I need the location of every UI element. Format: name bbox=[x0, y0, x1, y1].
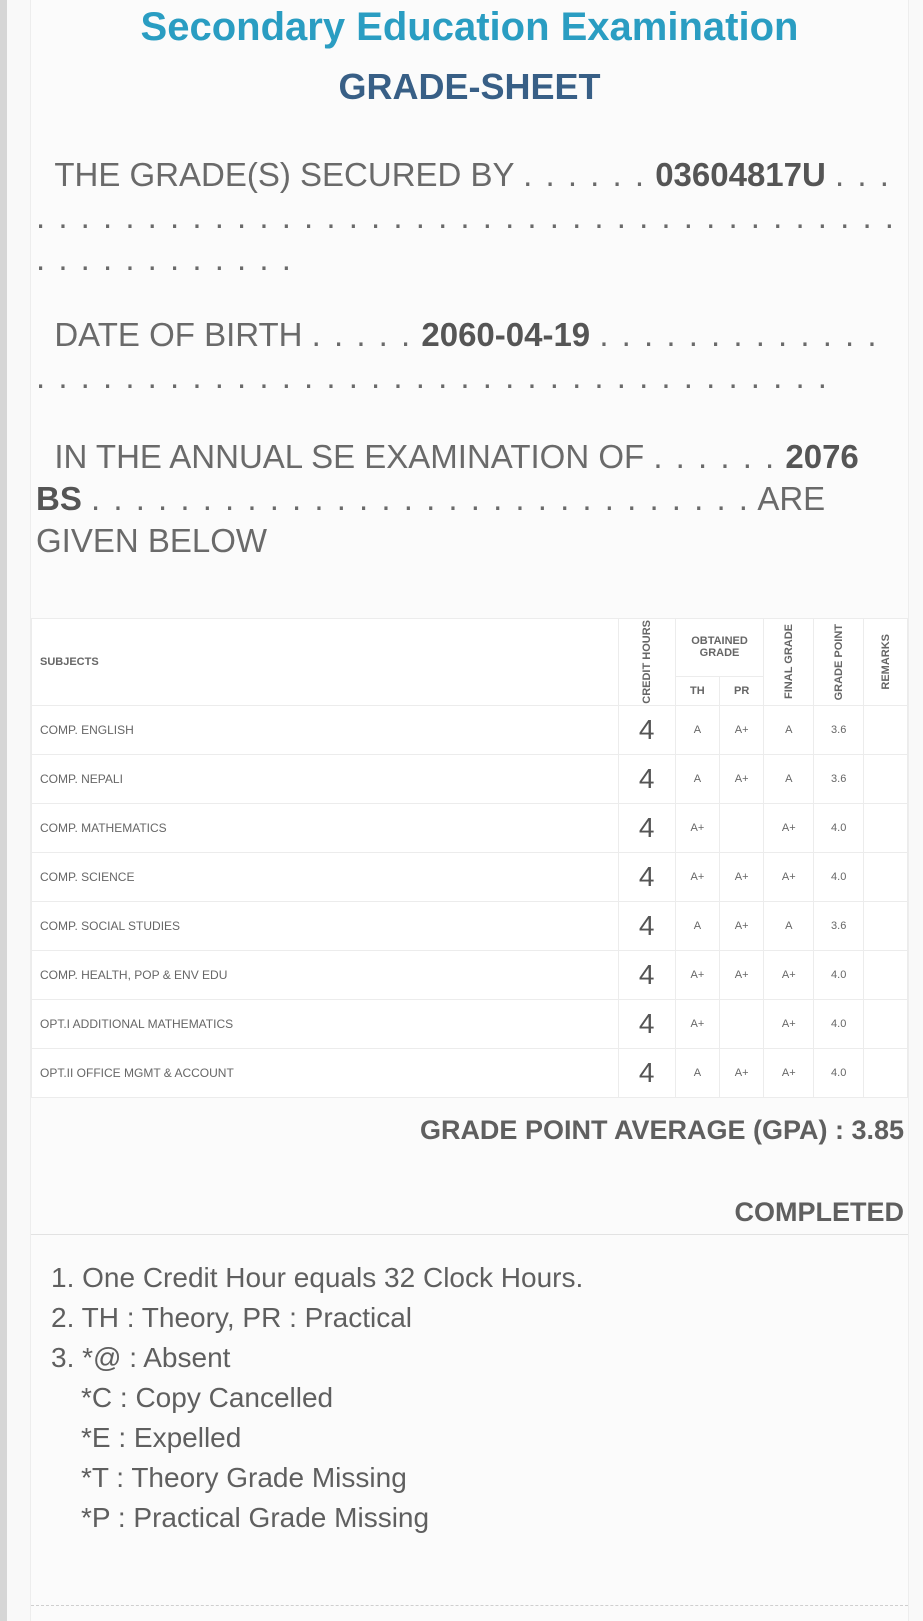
note-item: *P : Practical Grade Missing bbox=[81, 1502, 430, 1533]
grade-sheet-page bbox=[30, 0, 909, 1621]
credit-hours-header: CREDIT HOURS bbox=[618, 619, 675, 706]
note-item: *C : Copy Cancelled bbox=[81, 1382, 334, 1413]
table-row: COMP. SOCIAL STUDIES 4 A A+ A 3.6 bbox=[32, 901, 908, 950]
dob-statement: DATE OF BIRTH . . . . . 2060-04-19 . . . . . . . . . . . . . . . . . . . . . . . . . . . . . . . . . . . . . . . . . . . . . . . . . bbox=[36, 316, 879, 395]
final-grade-header: FINAL GRADE bbox=[764, 619, 814, 706]
exam-statement: IN THE ANNUAL SE EXAMINATION OF . . . . . . 2076 BS . . . . . . . . . . . . . . . . . . . . . . . . . . . . . . ARE GIVEN BELOW bbox=[36, 438, 859, 559]
gpa-summary: GRADE POINT AVERAGE (GPA) : 3.85 bbox=[419, 1115, 904, 1145]
grade-point-header: GRADE POINT bbox=[814, 619, 864, 706]
exam-label: IN THE ANNUAL SE EXAMINATION OF bbox=[54, 438, 645, 475]
grade-sheet-title: GRADE-SHEET bbox=[338, 66, 601, 107]
note-item: 1. One Credit Hour equals 32 Clock Hours. bbox=[51, 1262, 584, 1293]
remarks-header: REMARKS bbox=[864, 619, 908, 706]
student-id: 03604817U bbox=[655, 156, 826, 193]
footnotes bbox=[51, 1258, 583, 1538]
table-row: COMP. NEPALI 4 A A+ A 3.6 bbox=[32, 754, 908, 803]
exam-title: Secondary Education Examination bbox=[140, 5, 799, 49]
table-row: COMP. ENGLISH 4 A A+ A 3.6 bbox=[32, 705, 908, 754]
note-item: 2. TH : Theory, PR : Practical bbox=[51, 1302, 413, 1333]
dob-label: DATE OF BIRTH bbox=[54, 316, 303, 353]
exam-suffix: ARE GIVEN BELOW bbox=[36, 480, 826, 559]
obtained-grade-header: OBTAINED GRADE bbox=[675, 619, 764, 677]
scroll-edge bbox=[0, 0, 7, 1621]
note-item: 3. *@ : Absent bbox=[51, 1342, 231, 1373]
divider bbox=[31, 1234, 908, 1235]
exam-year: 2076 BS bbox=[36, 438, 859, 517]
dob-value: 2060-04-19 bbox=[421, 316, 591, 353]
secured-by-statement: THE GRADE(S) SECURED BY . . . . . . 03604817U . . . . . . . . . . . . . . . . . . . . . . . . . . . . . . . . . . . . . . . . . . . . . . . . . . . . . . bbox=[36, 156, 896, 277]
subjects-header: SUBJECTS bbox=[32, 619, 619, 706]
table-row: OPT.II OFFICE MGMT & ACCOUNT 4 A A+ A+ 4.0 bbox=[32, 1048, 908, 1097]
grades-table bbox=[31, 618, 908, 1098]
pr-header: PR bbox=[720, 676, 764, 705]
bottom-divider bbox=[31, 1605, 908, 1606]
secured-label: THE GRADE(S) SECURED BY bbox=[54, 156, 514, 193]
completion-status: COMPLETED bbox=[734, 1197, 904, 1227]
table-row: OPT.I ADDITIONAL MATHEMATICS 4 A+ A+ 4.0 bbox=[32, 999, 908, 1048]
table-row: COMP. HEALTH, POP & ENV EDU 4 A+ A+ A+ 4.0 bbox=[32, 950, 908, 999]
note-item: *E : Expelled bbox=[81, 1422, 242, 1453]
th-header: TH bbox=[675, 676, 719, 705]
note-item: *T : Theory Grade Missing bbox=[81, 1462, 407, 1493]
table-row: COMP. MATHEMATICS 4 A+ A+ 4.0 bbox=[32, 803, 908, 852]
table-row: COMP. SCIENCE 4 A+ A+ A+ 4.0 bbox=[32, 852, 908, 901]
